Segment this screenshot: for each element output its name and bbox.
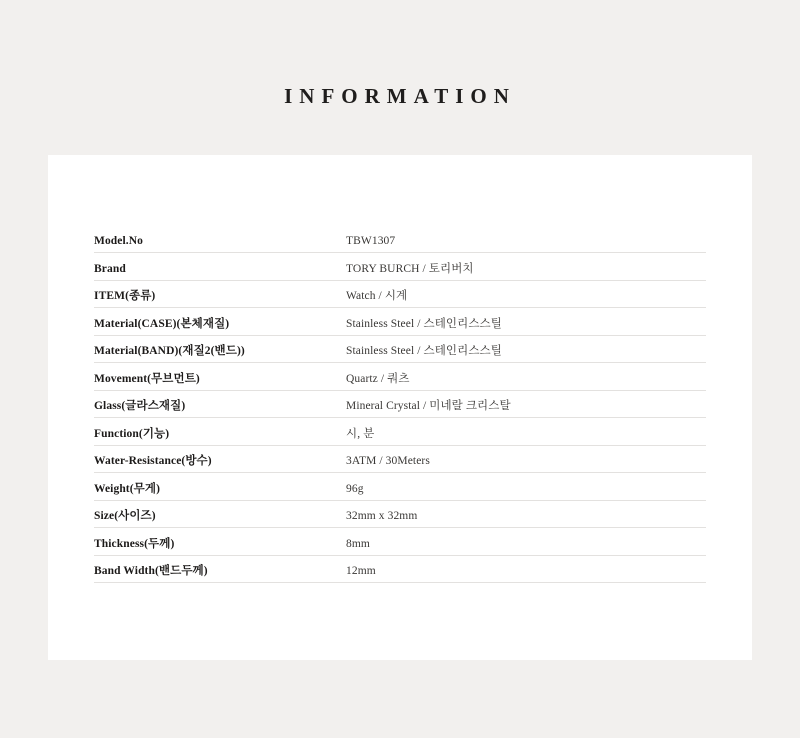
spec-value: Quartz / 쿼츠: [346, 363, 706, 391]
spec-value: 32mm x 32mm: [346, 500, 706, 528]
table-row: [94, 390, 706, 418]
spec-label: ITEM(종류): [94, 280, 346, 308]
spec-label: Model.No: [94, 225, 346, 253]
table-row: [94, 253, 706, 281]
table-row: [94, 473, 706, 501]
spec-value: 8mm: [346, 528, 706, 556]
specification-table-body: [94, 225, 706, 583]
spec-value: 96g: [346, 473, 706, 501]
table-row: [94, 500, 706, 528]
spec-value: Stainless Steel / 스테인리스스틸: [346, 335, 706, 363]
spec-label: Thickness(두께): [94, 528, 346, 556]
specification-card: [48, 155, 752, 660]
table-row: [94, 528, 706, 556]
spec-value: TBW1307: [346, 225, 706, 253]
spec-label: Material(BAND)(재질2(밴드)): [94, 335, 346, 363]
spec-value: 3ATM / 30Meters: [346, 445, 706, 473]
table-row: [94, 445, 706, 473]
table-row: [94, 418, 706, 446]
specification-table: [94, 225, 706, 583]
table-row: [94, 363, 706, 391]
spec-label: Weight(무게): [94, 473, 346, 501]
spec-value: Watch / 시계: [346, 280, 706, 308]
spec-label: Band Width(밴드두께): [94, 555, 346, 583]
spec-label: Brand: [94, 253, 346, 281]
spec-value: Stainless Steel / 스테인리스스틸: [346, 308, 706, 336]
table-row: [94, 280, 706, 308]
spec-label: Glass(글라스재질): [94, 390, 346, 418]
spec-label: Material(CASE)(본체재질): [94, 308, 346, 336]
spec-label: Movement(무브먼트): [94, 363, 346, 391]
spec-label: Size(사이즈): [94, 500, 346, 528]
table-row: [94, 225, 706, 253]
table-row: [94, 555, 706, 583]
table-row: [94, 308, 706, 336]
spec-value: 12mm: [346, 555, 706, 583]
spec-value: TORY BURCH / 토리버치: [346, 253, 706, 281]
spec-label: Water-Resistance(방수): [94, 445, 346, 473]
table-row: [94, 335, 706, 363]
spec-value: 시, 분: [346, 418, 706, 446]
page-title: INFORMATION: [284, 84, 516, 108]
spec-value: Mineral Crystal / 미네랄 크리스탈: [346, 390, 706, 418]
spec-label: Function(기능): [94, 418, 346, 446]
